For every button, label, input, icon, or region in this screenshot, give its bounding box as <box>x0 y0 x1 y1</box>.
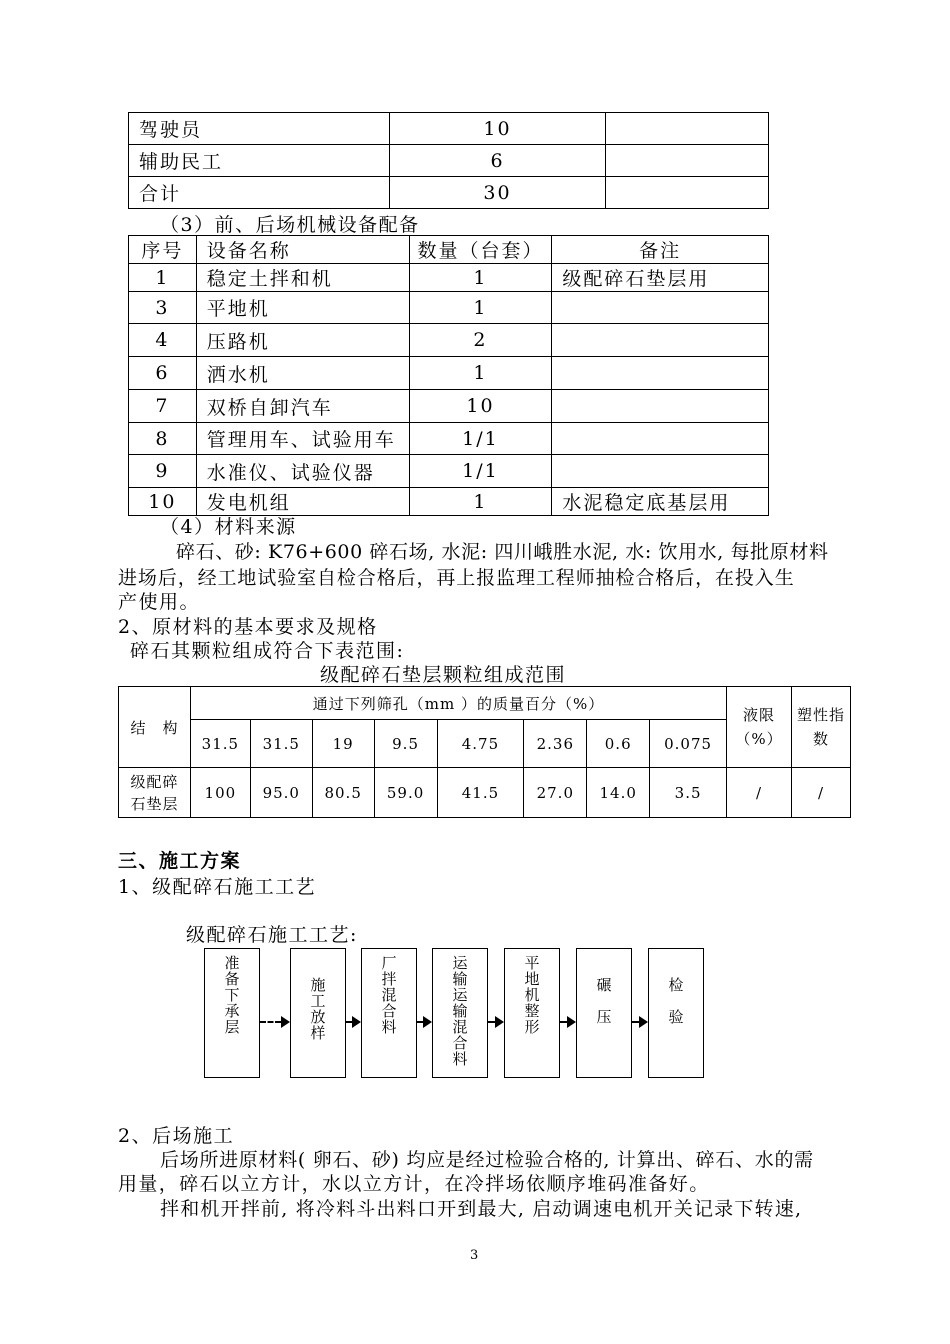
flow-step-inspect <box>648 948 704 1078</box>
equip-note: 水泥稳定底基层用 <box>552 488 769 516</box>
arrow-head-icon <box>352 1016 361 1028</box>
sieve-size: 9.5 <box>374 720 437 768</box>
pass-header: 通过下列筛孔（mm ）的质量百分（%） <box>190 687 726 720</box>
sieve-size: 0.6 <box>587 720 650 768</box>
requirements-heading: 2、原材料的基本要求及规格 <box>118 616 378 638</box>
equip-qty: 2 <box>409 324 552 357</box>
staff-count: 30 <box>389 177 606 209</box>
flow-step-label: 准备下承层 <box>222 955 241 1035</box>
table-row <box>129 113 769 145</box>
equip-note <box>552 423 769 455</box>
backyard-heading: 2、后场施工 <box>118 1125 235 1147</box>
equip-name: 洒水机 <box>196 357 409 390</box>
flow-step-plant-mix <box>361 948 417 1078</box>
flow-title: 级配碎石施工工艺: <box>186 924 358 946</box>
plasticity-header <box>791 687 850 768</box>
table-row <box>129 357 769 390</box>
pass-value: 59.0 <box>374 768 437 818</box>
equip-qty: 1 <box>409 488 552 516</box>
value-row <box>119 768 851 818</box>
pass-value: 14.0 <box>587 768 650 818</box>
equip-no: 1 <box>129 264 197 292</box>
backyard-para1-line1: 后场所进原材料( 卵石、砂) 均应是经过检验合格的, 计算出、碎石、水的需 <box>160 1149 814 1171</box>
header-qty: 数量（台套） <box>409 236 552 264</box>
sieve-size: 31.5 <box>250 720 312 768</box>
arrow-head-icon <box>567 1016 576 1028</box>
staff-role: 驾驶员 <box>129 113 390 145</box>
plasticity-header-line-1: 塑性指 <box>796 706 845 724</box>
backyard-para2-line1: 拌和机开拌前, 将冷料斗出料口开到最大, 启动调速电机开关记录下转速, <box>160 1198 803 1220</box>
staff-note <box>606 113 769 145</box>
equip-name: 水准仪、试验仪器 <box>196 455 409 488</box>
flow-step-grader <box>504 948 560 1078</box>
equip-name: 压路机 <box>196 324 409 357</box>
table-row <box>129 145 769 177</box>
header-name: 设备名称 <box>196 236 409 264</box>
structure-header: 结 构 <box>119 687 191 768</box>
materials-line-3: 产使用。 <box>118 591 201 613</box>
flow-step-transport <box>432 948 488 1078</box>
table-row <box>129 264 769 292</box>
equip-no: 9 <box>129 455 197 488</box>
equip-no: 8 <box>129 423 197 455</box>
flow-step-label: 碾 压 <box>594 977 613 1025</box>
table-row <box>129 455 769 488</box>
flow-step-compact <box>576 948 632 1078</box>
equip-note <box>552 357 769 390</box>
flow-arrow <box>260 1021 281 1023</box>
equip-note: 级配碎石垫层用 <box>552 264 769 292</box>
liquid-limit-value: / <box>727 768 792 818</box>
sieve-size: 31.5 <box>190 720 250 768</box>
flow-arrow <box>632 1021 639 1023</box>
equip-note <box>552 455 769 488</box>
equipment-table <box>128 235 769 516</box>
arrow-head-icon <box>423 1016 432 1028</box>
flow-step-prepare <box>204 948 260 1078</box>
row-label <box>119 768 191 818</box>
equip-name: 管理用车、试验用车 <box>196 423 409 455</box>
sieve-size: 4.75 <box>437 720 524 768</box>
equip-no: 6 <box>129 357 197 390</box>
table-row <box>129 292 769 324</box>
flow-step-label: 厂拌混合料 <box>379 955 398 1035</box>
staff-note <box>606 145 769 177</box>
equip-qty: 1/1 <box>409 455 552 488</box>
pass-value: 27.0 <box>524 768 587 818</box>
row-label-line-1: 级配碎 <box>130 772 179 791</box>
equip-no: 7 <box>129 390 197 423</box>
plan-heading: 三、施工方案 <box>118 850 242 872</box>
equip-name: 稳定土拌和机 <box>196 264 409 292</box>
header-no: 序号 <box>129 236 197 264</box>
equip-no: 4 <box>129 324 197 357</box>
materials-heading: （4）材料来源 <box>160 516 297 538</box>
row-label-line-2: 石垫层 <box>130 794 179 813</box>
equip-name: 平地机 <box>196 292 409 324</box>
plasticity-value: / <box>791 768 850 818</box>
page-number: 3 <box>470 1248 479 1263</box>
grading-table-title: 级配碎石垫层颗粒组成范围 <box>320 664 567 686</box>
pass-value: 80.5 <box>312 768 374 818</box>
equip-qty: 1 <box>409 357 552 390</box>
equip-name: 双桥自卸汽车 <box>196 390 409 423</box>
header-note: 备注 <box>552 236 769 264</box>
plasticity-header-line-2: 数 <box>812 730 829 748</box>
sieve-size: 19 <box>312 720 374 768</box>
staff-role: 辅助民工 <box>129 145 390 177</box>
arrow-head-icon <box>281 1016 290 1028</box>
materials-line-1: 碎石、砂: K76+600 碎石场, 水泥: 四川峨胜水泥, 水: 饮用水, 每批原材料 <box>176 541 829 563</box>
equip-note <box>552 324 769 357</box>
staff-count: 6 <box>389 145 606 177</box>
equip-qty: 10 <box>409 390 552 423</box>
table-row <box>129 423 769 455</box>
arrow-head-icon <box>495 1016 504 1028</box>
equip-no: 3 <box>129 292 197 324</box>
pass-value: 3.5 <box>650 768 727 818</box>
staff-count: 10 <box>389 113 606 145</box>
table-row <box>129 177 769 209</box>
materials-line-2: 进场后，经工地试验室自检合格后，再上报监理工程师抽检合格后，在投入生 <box>118 567 795 589</box>
plan-sub-heading: 1、级配碎石施工工艺 <box>118 876 317 898</box>
pass-value: 41.5 <box>437 768 524 818</box>
sieve-size: 2.36 <box>524 720 587 768</box>
equip-qty: 1 <box>409 292 552 324</box>
sieve-size: 0.075 <box>650 720 727 768</box>
pass-value: 95.0 <box>250 768 312 818</box>
flow-arrow <box>560 1021 567 1023</box>
flow-arrow <box>488 1021 495 1023</box>
table-row <box>129 390 769 423</box>
pass-value: 100 <box>190 768 250 818</box>
table-header-row <box>129 236 769 264</box>
liquid-limit-header: 液限（%） <box>727 687 792 768</box>
table-row <box>129 324 769 357</box>
grading-table <box>118 686 851 818</box>
staff-role: 合计 <box>129 177 390 209</box>
equip-note <box>552 292 769 324</box>
equip-qty: 1 <box>409 264 552 292</box>
equip-note <box>552 390 769 423</box>
flow-step-label: 检 验 <box>666 977 685 1025</box>
equipment-caption: （3）前、后场机械设备配备 <box>160 214 420 236</box>
backyard-para1-line2: 用量，碎石以立方计，水以立方计，在冷拌场依顺序堆码准备好。 <box>118 1173 710 1195</box>
flow-step-label: 运输运输混合料 <box>450 955 469 1067</box>
requirements-intro: 碎石其颗粒组成符合下表范围: <box>130 640 405 662</box>
equip-no: 10 <box>129 488 197 516</box>
flow-step-label: 施工放样 <box>308 977 327 1041</box>
staff-table <box>128 112 769 209</box>
arrow-head-icon <box>639 1016 648 1028</box>
equip-qty: 1/1 <box>409 423 552 455</box>
staff-note <box>606 177 769 209</box>
flow-step-layout <box>290 948 346 1078</box>
flow-step-label: 平地机整形 <box>522 955 541 1035</box>
equip-name: 发电机组 <box>196 488 409 516</box>
